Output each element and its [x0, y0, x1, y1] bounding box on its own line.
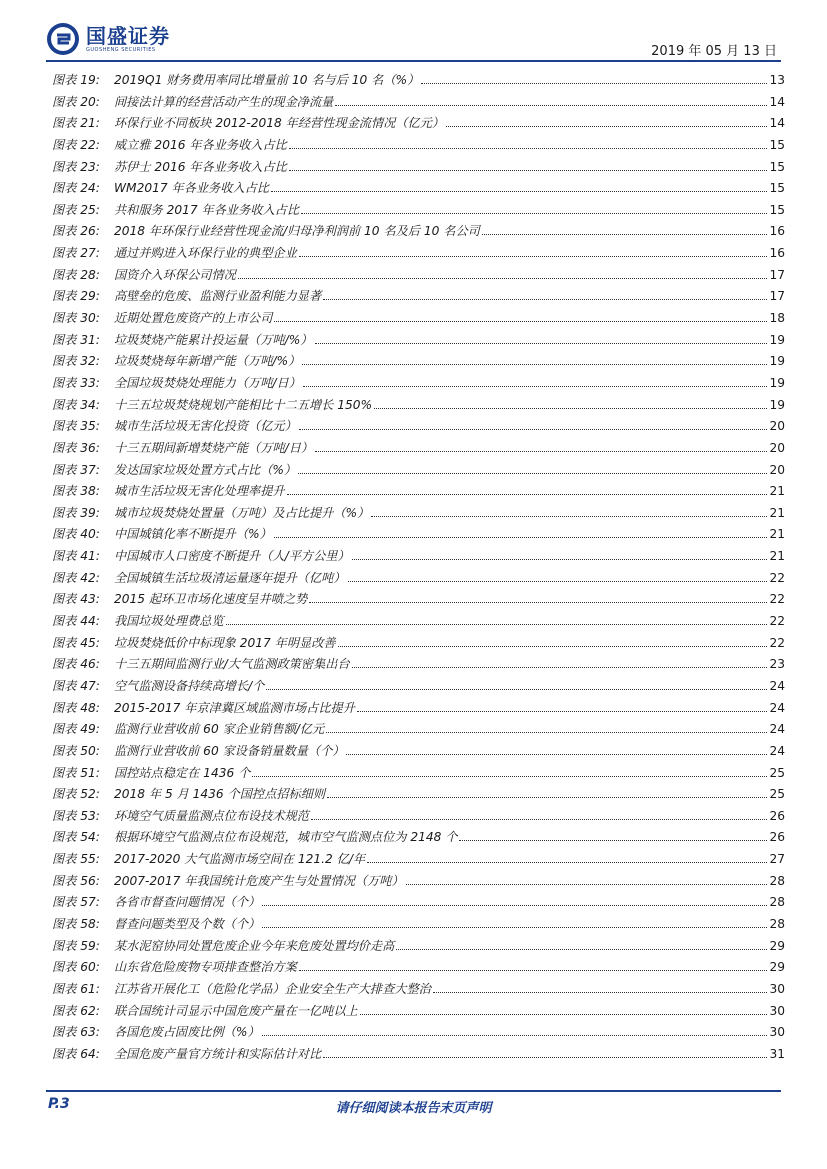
toc-entry-title: 近期处置危废资产的上市公司: [114, 311, 273, 326]
toc-leader-dots: [482, 234, 768, 235]
toc-entry-title: 垃圾焚烧产能累计投运量（万吨/%）: [114, 332, 313, 347]
toc-entry-title: 全国危废产量官方统计和实际估计对比: [114, 1046, 322, 1061]
toc-leader-dots: [299, 970, 768, 971]
toc-leader-dots: [266, 689, 767, 690]
toc-entry-page: 16: [769, 246, 785, 261]
toc-leader-dots: [396, 949, 767, 950]
toc-leader-dots: [371, 516, 767, 517]
toc-entry-number: 图表 56:: [52, 873, 100, 888]
toc-entry-page: 21: [769, 549, 785, 564]
toc-entry[interactable]: [52, 482, 785, 504]
toc-entry-title: 通过并购进入环保行业的典型企业: [114, 246, 297, 261]
toc-leader-dots: [406, 884, 768, 885]
toc-entry[interactable]: [52, 136, 785, 158]
toc-entry[interactable]: [52, 785, 785, 807]
toc-entry-title: 高壁垒的危废、监测行业盈利能力显著: [114, 289, 322, 304]
toc-entry[interactable]: [52, 352, 785, 374]
toc-entry-title: 国控站点稳定在 1436 个: [114, 765, 251, 780]
guosheng-logo-icon: [46, 22, 80, 56]
toc-entry-number: 图表 28:: [52, 267, 100, 282]
toc-entry-title: 某水泥窑协同处置危废企业今年来危废处置均价走高: [114, 938, 395, 953]
toc-entry-page: 14: [769, 94, 785, 109]
toc-entry-page: 26: [769, 830, 785, 845]
toc-entry-page: 29: [769, 938, 785, 953]
toc-entry[interactable]: [52, 764, 785, 786]
toc-entry[interactable]: [52, 742, 785, 764]
toc-entry[interactable]: [52, 396, 785, 418]
toc-entry-page: 24: [769, 678, 785, 693]
toc-entry[interactable]: [52, 1023, 785, 1045]
toc-leader-dots: [287, 494, 768, 495]
toc-entry-number: 图表 54:: [52, 830, 100, 845]
toc-entry-number: 图表 30:: [52, 311, 100, 326]
toc-entry-title: 2018 年环保行业经营性现金流/归母净利润前 10 名及后 10 名公司: [114, 224, 480, 239]
toc-entry-number: 图表 20:: [52, 94, 100, 109]
toc-entry-page: 13: [769, 73, 785, 87]
toc-entry-page: 30: [769, 1003, 785, 1018]
toc-entry-title: 十三五垃圾焚烧规划产能相比十二五增长 150%: [114, 397, 373, 412]
toc-leader-dots: [326, 732, 767, 733]
toc-entry-title: 山东省危险废物专项排查整治方案: [114, 960, 297, 975]
toc-entry-title: 城市生活垃圾无害化投资（亿元）: [114, 419, 297, 434]
toc-entry-number: 图表 64:: [52, 1046, 100, 1061]
toc-leader-dots: [226, 624, 768, 625]
toc-entry-title: 城市垃圾焚烧处置量（万吨）及占比提升（%）: [114, 505, 370, 520]
toc-entry-page: 30: [769, 1025, 785, 1040]
toc-entry-number: 图表 32:: [52, 354, 100, 369]
toc-leader-dots: [374, 408, 767, 409]
toc-entry[interactable]: [52, 547, 785, 569]
toc-entry-title: 全国城镇生活垃圾清运量逐年提升（亿吨）: [114, 570, 346, 585]
toc-leader-dots: [346, 754, 767, 755]
toc-entry-number: 图表 60:: [52, 960, 100, 975]
toc-entry-page: 26: [769, 808, 785, 823]
toc-leader-dots: [360, 1014, 768, 1015]
toc-entry-number: 图表 38:: [52, 484, 100, 499]
toc-entry-number: 图表 44:: [52, 614, 100, 629]
toc-entry-title: 中国城市人口密度不断提升（人/平方公里）: [114, 549, 350, 564]
toc-entry[interactable]: [52, 893, 785, 915]
toc-entry-page: 17: [769, 267, 785, 282]
logo-name-cn: 国盛证券: [86, 23, 170, 48]
toc-entry[interactable]: [52, 331, 785, 353]
page-number: P.3: [48, 1096, 70, 1112]
toc-entry-title: 苏伊士 2016 年各业务收入占比: [114, 159, 287, 174]
toc-entry-page: 19: [769, 375, 785, 390]
toc-entry-title: 2019Q1 财务费用率同比增量前 10 名与后 10 名（%）: [114, 73, 420, 87]
toc-entry-number: 图表 48:: [52, 700, 100, 715]
toc-entry-number: 图表 40:: [52, 527, 100, 542]
toc-entry[interactable]: [52, 699, 785, 721]
toc-entry-number: 图表 22:: [52, 137, 100, 152]
toc-entry-page: 24: [769, 722, 785, 737]
toc-entry-page: 21: [769, 527, 785, 542]
toc-leader-dots: [352, 667, 768, 668]
toc-entry[interactable]: [52, 222, 785, 244]
toc-entry-page: 31: [769, 1046, 785, 1061]
toc-leader-dots: [315, 451, 767, 452]
toc-entry-page: 19: [769, 354, 785, 369]
toc-entry-number: 图表 52:: [52, 787, 100, 802]
toc-entry-number: 图表 61:: [52, 981, 100, 996]
toc-entry-page: 21: [769, 484, 785, 499]
toc-leader-dots: [311, 819, 767, 820]
toc-entry-page: 24: [769, 743, 785, 758]
toc-entry[interactable]: [52, 244, 785, 266]
toc-entry-title: 国资介入环保公司情况: [114, 267, 236, 282]
toc-entry-title: 十三五期间新增焚烧产能（万吨/日）: [114, 440, 314, 455]
toc-entry-title: 中国城镇化率不断提升（%）: [114, 527, 272, 542]
toc-entry-number: 图表 50:: [52, 743, 100, 758]
toc-entry-page: 28: [769, 916, 785, 931]
toc-leader-dots: [271, 191, 768, 192]
toc-entry-title: 根据环境空气监测点位布设规范，城市空气监测点位为 2148 个: [114, 830, 458, 845]
toc-entry-title: 各省市督查问题情况（个）: [114, 895, 261, 910]
toc-entry[interactable]: [52, 309, 785, 331]
toc-leader-dots: [323, 299, 767, 300]
toc-entry-title: 各国危废占固废比例（%）: [114, 1025, 260, 1040]
toc-entry-page: 22: [769, 614, 785, 629]
toc-entry-title: 垃圾焚烧低价中标现象 2017 年明显改善: [114, 635, 336, 650]
toc-entry-title: 共和服务 2017 年各业务收入占比: [114, 202, 300, 217]
toc-entry[interactable]: [52, 179, 785, 201]
toc-leader-dots: [315, 343, 768, 344]
toc-entry[interactable]: [52, 266, 785, 288]
disclaimer-note: 请仔细阅读本报告末页声明: [335, 1101, 492, 1116]
toc-entry-page: 28: [769, 895, 785, 910]
toc-leader-dots: [298, 473, 767, 474]
toc-leader-dots: [238, 278, 768, 279]
toc-entry-number: 图表 42:: [52, 570, 100, 585]
toc-leader-dots: [335, 105, 767, 106]
toc-entry-page: 15: [769, 202, 785, 217]
report-date: 2019 年 05 月 13 日: [651, 44, 777, 59]
toc-entry[interactable]: [52, 1045, 785, 1067]
toc-leader-dots: [274, 537, 768, 538]
toc-entry[interactable]: [52, 525, 785, 547]
toc-leader-dots: [338, 646, 768, 647]
toc-leader-dots: [327, 797, 767, 798]
toc-entry[interactable]: [52, 980, 785, 1002]
toc-entry-title: 全国垃圾焚烧处理能力（万吨/日）: [114, 375, 301, 390]
toc-entry[interactable]: [52, 828, 785, 850]
toc-entry-page: 18: [769, 311, 785, 326]
toc-entry-title: 威立雅 2016 年各业务收入占比: [114, 137, 287, 152]
toc-entry-number: 图表 27:: [52, 246, 100, 261]
toc-leader-dots: [262, 927, 767, 928]
toc-entry[interactable]: [52, 590, 785, 612]
toc-entry-title: 环保行业不同板块 2012-2018 年经营性现金流情况（亿元）: [114, 116, 445, 131]
toc-entry-title: 江苏省开展化工（危险化学品）企业安全生产大排查大整治: [114, 981, 431, 996]
toc-entry-number: 图表 36:: [52, 440, 100, 455]
toc-entry-page: 25: [769, 765, 785, 780]
page-header: [0, 0, 827, 70]
toc-leader-dots: [309, 602, 767, 603]
toc-entry-number: 图表 33:: [52, 375, 100, 390]
toc-entry-number: 图表 35:: [52, 419, 100, 434]
logo-name-en: GUOSHENG SECURITIES: [86, 46, 156, 53]
toc-entry-title: 2015 起环卫市场化速度呈井喷之势: [114, 592, 308, 607]
toc-leader-dots: [323, 1057, 767, 1058]
toc-entry-page: 19: [769, 397, 785, 412]
toc-entry-title: WM2017 年各业务收入占比: [114, 181, 269, 196]
toc-entry[interactable]: [52, 374, 785, 396]
toc-entry[interactable]: [52, 937, 785, 959]
toc-entry[interactable]: [52, 439, 785, 461]
toc-entry-page: 23: [769, 657, 785, 672]
toc-entry-number: 图表 34:: [52, 397, 100, 412]
toc-entry-number: 图表 26:: [52, 224, 100, 239]
toc-entry-page: 17: [769, 289, 785, 304]
toc-entry[interactable]: [52, 461, 785, 483]
toc-entry-number: 图表 53:: [52, 808, 100, 823]
toc-entry-number: 图表 51:: [52, 765, 100, 780]
toc-entry-title: 城市生活垃圾无害化处理率提升: [114, 484, 285, 499]
toc-entry[interactable]: [52, 71, 785, 93]
toc-leader-dots: [348, 581, 768, 582]
toc-entry-title: 间接法计算的经营活动产生的现金净流量: [114, 94, 334, 109]
toc-entry[interactable]: [52, 655, 785, 677]
toc-entry-title: 十三五期间监测行业/大气监测政策密集出台: [114, 657, 350, 672]
toc-entry-number: 图表 24:: [52, 181, 100, 196]
toc-entry-page: 15: [769, 137, 785, 152]
toc-leader-dots: [289, 148, 768, 149]
toc-leader-dots: [357, 711, 768, 712]
toc-leader-dots: [289, 170, 768, 171]
toc-entry-number: 图表 29:: [52, 289, 100, 304]
header-divider: [46, 60, 781, 62]
toc-entry-page: 29: [769, 960, 785, 975]
toc-leader-dots: [301, 213, 767, 214]
toc-leader-dots: [252, 776, 767, 777]
toc-entry[interactable]: [52, 720, 785, 742]
toc-entry-number: 图表 19:: [52, 73, 100, 87]
toc-entry[interactable]: [52, 807, 785, 829]
toc-entry-page: 27: [769, 852, 785, 867]
toc-entry-page: 21: [769, 505, 785, 520]
toc-entry-page: 28: [769, 873, 785, 888]
toc-entry-number: 图表 46:: [52, 657, 100, 672]
toc-entry-title: 监测行业营收前 60 家企业销售额/亿元: [114, 722, 325, 737]
toc-entry-title: 联合国统计司显示中国危废产量在一亿吨以上: [114, 1003, 358, 1018]
toc-leader-dots: [352, 559, 768, 560]
toc-leader-dots: [303, 386, 768, 387]
toc-entry-page: 22: [769, 592, 785, 607]
toc-entry-page: 25: [769, 787, 785, 802]
toc-entry-number: 图表 47:: [52, 678, 100, 693]
toc-entry-number: 图表 43:: [52, 592, 100, 607]
toc-entry[interactable]: [52, 872, 785, 894]
toc-entry[interactable]: [52, 850, 785, 872]
toc-entry-page: 20: [769, 440, 785, 455]
toc-entry-number: 图表 37:: [52, 462, 100, 477]
toc-entry-page: 20: [769, 462, 785, 477]
toc-entry-number: 图表 41:: [52, 549, 100, 564]
footer-divider: [46, 1090, 781, 1092]
toc-leader-dots: [421, 83, 767, 84]
toc-entry-number: 图表 62:: [52, 1003, 100, 1018]
toc-leader-dots: [302, 364, 767, 365]
toc-entry-page: 30: [769, 981, 785, 996]
toc-entry-page: 15: [769, 159, 785, 174]
toc-entry-page: 24: [769, 700, 785, 715]
toc-entry[interactable]: [52, 915, 785, 937]
toc-entry-number: 图表 23:: [52, 159, 100, 174]
toc-entry[interactable]: [52, 287, 785, 309]
toc-entry[interactable]: [52, 569, 785, 591]
company-logo: [46, 22, 170, 56]
toc-entry-title: 垃圾焚烧每年新增产能（万吨/%）: [114, 354, 301, 369]
toc-entry[interactable]: [52, 114, 785, 136]
toc-entry-title: 发达国家垃圾处置方式占比（%）: [114, 462, 297, 477]
toc-leader-dots: [262, 905, 767, 906]
toc-entry-page: 20: [769, 419, 785, 434]
toc-leader-dots: [433, 992, 768, 993]
toc-entry[interactable]: [52, 504, 785, 526]
toc-leader-dots: [262, 1035, 768, 1036]
toc-entry-title: 我国垃圾处理费总览: [114, 614, 224, 629]
toc-entry-page: 22: [769, 635, 785, 650]
toc-entry-number: 图表 57:: [52, 895, 100, 910]
toc-entry[interactable]: [52, 634, 785, 656]
toc-entry-number: 图表 55:: [52, 852, 100, 867]
toc-entry-page: 22: [769, 570, 785, 585]
toc-leader-dots: [274, 321, 767, 322]
toc-entry-number: 图表 25:: [52, 202, 100, 217]
toc-entry-page: 14: [769, 116, 785, 131]
toc-entry-number: 图表 49:: [52, 722, 100, 737]
toc-entry[interactable]: [52, 201, 785, 223]
toc-leader-dots: [367, 862, 767, 863]
toc-entry[interactable]: [52, 93, 785, 115]
toc-entry-title: 2018 年 5 月 1436 个国控点招标细则: [114, 787, 326, 802]
toc-leader-dots: [459, 840, 767, 841]
toc-entry-number: 图表 59:: [52, 938, 100, 953]
toc-entry-title: 督查问题类型及个数（个）: [114, 916, 261, 931]
toc-entry[interactable]: [52, 158, 785, 180]
toc-entry-number: 图表 39:: [52, 505, 100, 520]
toc-entry-title: 2007-2017 年我国统计危废产生与处置情况（万吨）: [114, 873, 404, 888]
toc-entry-title: 2017-2020 大气监测市场空间在 121.2 亿/年: [114, 852, 366, 867]
toc-leader-dots: [446, 126, 767, 127]
toc-leader-dots: [299, 256, 768, 257]
toc-entry-title: 监测行业营收前 60 家设备销量数量（个）: [114, 743, 345, 758]
toc-entry-title: 环境空气质量监测点位布设技术规范: [114, 808, 309, 823]
toc-entry[interactable]: [52, 1002, 785, 1024]
toc-leader-dots: [299, 429, 768, 430]
toc-entry[interactable]: [52, 612, 785, 634]
figure-list: [52, 71, 785, 1066]
toc-entry-number: 图表 31:: [52, 332, 100, 347]
toc-entry-number: 图表 45:: [52, 635, 100, 650]
toc-entry-page: 15: [769, 181, 785, 196]
toc-entry-page: 16: [769, 224, 785, 239]
toc-entry-title: 空气监测设备持续高增长/个: [114, 678, 265, 693]
toc-entry-number: 图表 63:: [52, 1025, 100, 1040]
toc-entry[interactable]: [52, 677, 785, 699]
toc-entry-title: 2015-2017 年京津冀区域监测市场占比提升: [114, 700, 355, 715]
toc-entry[interactable]: [52, 958, 785, 980]
toc-entry-number: 图表 21:: [52, 116, 100, 131]
toc-entry-number: 图表 58:: [52, 916, 100, 931]
toc-entry-page: 19: [769, 332, 785, 347]
toc-entry[interactable]: [52, 417, 785, 439]
